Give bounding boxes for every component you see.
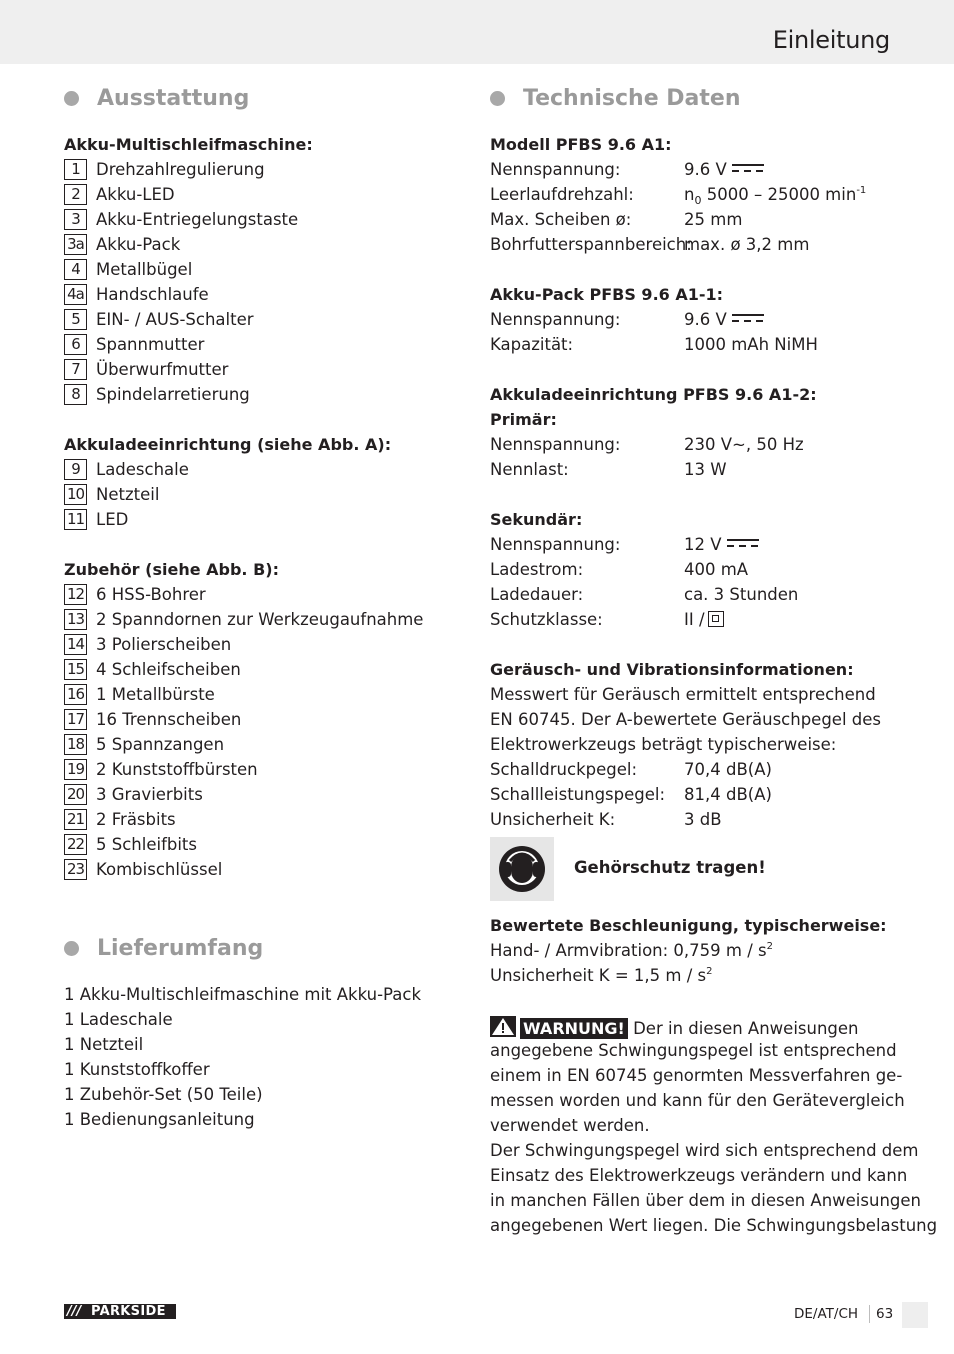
list-item: [64, 382, 464, 407]
item-number: 18: [64, 734, 87, 755]
model-label: Modell PFBS 9.6 A1:: [490, 135, 672, 154]
list-item: 1 Kunststoffkoffer: [64, 1060, 210, 1079]
item-label: Akku-Entriegelungstaste: [96, 210, 299, 229]
list-item: [64, 607, 464, 632]
item-number: 2: [64, 184, 87, 205]
list-item: [64, 682, 464, 707]
footer-marker: [902, 1302, 928, 1328]
left-column: [64, 82, 464, 1132]
footer-divider: [869, 1305, 870, 1323]
bullet-icon: [64, 941, 79, 956]
item-list: [64, 457, 464, 532]
item-number: 11: [64, 509, 87, 530]
ear-protection-notice: Gehörschutz tragen!: [490, 837, 895, 901]
item-label: Spannmutter: [96, 335, 205, 354]
paragraph-line: angegebenen Wert liegen. Die Schwingungsbelastung: [490, 1216, 938, 1235]
item-label: Akku-Pack: [96, 235, 181, 254]
section-heading-technische-daten: Technische Daten: [490, 82, 895, 116]
item-number: 3a: [64, 234, 87, 255]
list-item: [64, 857, 464, 882]
item-label: Drehzahlregulierung: [96, 160, 265, 179]
paragraph-line: Unsicherheit K = 1,5 m / $s^2$: [490, 966, 713, 985]
list-item: [64, 807, 464, 832]
paragraph-line: einem in EN 60745 genormten Messverfahren ge-: [490, 1066, 903, 1085]
dc-symbol-icon: [727, 539, 759, 548]
item-number: 5: [64, 309, 87, 330]
list-item: 1 Bedienungsanleitung: [64, 1110, 255, 1129]
section-heading-lieferumfang: Lieferumfang: [64, 932, 464, 966]
item-label: Metallbügel: [96, 260, 193, 279]
delivery-list: [64, 982, 464, 1132]
item-number: 20: [64, 784, 87, 805]
list-item: [64, 157, 464, 182]
spec-row: Unsicherheit K: 3 dB: [490, 810, 722, 829]
item-number: 22: [64, 834, 87, 855]
spec-row: Schalldruckpegel: 70,4 dB(A): [490, 760, 772, 779]
warning-triangle-icon: [490, 1016, 516, 1037]
list-item: 1 Netzteil: [64, 1035, 144, 1054]
paragraph-line: messen worden und kann für den Gerätevergleich: [490, 1091, 905, 1110]
item-number: 21: [64, 809, 87, 830]
list-item: 1 Akku-Multischleifmaschine mit Akku-Pack: [64, 985, 421, 1004]
item-number: 17: [64, 709, 87, 730]
item-label: 5 Spannzangen: [96, 735, 225, 754]
warning-text: [490, 1038, 938, 1238]
item-label: Überwurfmutter: [96, 360, 229, 379]
bullet-icon: [490, 91, 505, 106]
protection-class-ii-icon: [708, 611, 724, 627]
item-number: 4: [64, 259, 87, 280]
item-label: 1 Metallbürste: [96, 685, 215, 704]
spec-row: Nennspannung: 9.6 V: [490, 307, 895, 332]
list-item: [64, 257, 464, 282]
item-label: 2 Spanndornen zur Werkzeugaufnahme: [96, 610, 424, 629]
item-list: [64, 157, 464, 407]
paragraph-line: EN 60745. Der A-bewertete Geräuschpegel des: [490, 710, 882, 729]
spec-row: Kapazität: 1000 mAh NiMH: [490, 335, 818, 354]
spec-row: Bohrfutterspannbereich: max. ø 3,2 mm: [490, 235, 810, 254]
list-item: [64, 507, 464, 532]
akku-label: Akku-Pack PFBS 9.6 A1-1:: [490, 285, 724, 304]
spec-row: Nennspannung: 9.6 V: [490, 157, 895, 182]
list-item: 1 Zubehör-Set (50 Teile): [64, 1085, 263, 1104]
spec-row: Leerlaufdrehzahl: $n_0$ 5000 – 25000 $\min^{-1}$: [490, 185, 867, 207]
item-label: Ladeschale: [96, 460, 189, 479]
section-heading-ausstattung: Ausstattung: [64, 82, 464, 116]
spec-row: Nennlast: 13 W: [490, 460, 727, 479]
item-label: EIN- / AUS-Schalter: [96, 310, 254, 329]
item-number: 19: [64, 759, 87, 780]
item-label: 6 HSS-Bohrer: [96, 585, 206, 604]
item-list: [64, 582, 464, 882]
item-number: 23: [64, 859, 87, 880]
bullet-icon: [64, 91, 79, 106]
paragraph-line: Messwert für Geräusch ermittelt entsprechend: [490, 685, 876, 704]
item-number: 16: [64, 684, 87, 705]
list-item: 1 Ladeschale: [64, 1010, 173, 1029]
list-item: [64, 282, 464, 307]
spec-row: Schallleistungspegel: 81,4 dB(A): [490, 785, 772, 804]
item-number: 15: [64, 659, 87, 680]
charger-label: Akkuladeeinrichtung PFBS 9.6 A1-2:: [490, 385, 817, 404]
page-title: Einleitung: [772, 26, 890, 54]
noise-label: Geräusch- und Vibrationsinformationen:: [490, 660, 854, 679]
dc-symbol-icon: [732, 164, 764, 173]
item-number: 9: [64, 459, 87, 480]
item-number: 3: [64, 209, 87, 230]
warning-badge: WARNUNG!: [520, 1018, 628, 1039]
parkside-logo: /// PARKSIDE: [64, 1304, 176, 1319]
item-label: 2 Kunststoffbürsten: [96, 760, 258, 779]
list-item: [64, 232, 464, 257]
secondary-label: Sekundär:: [490, 510, 583, 529]
item-number: 4a: [64, 284, 87, 305]
item-label: Netzteil: [96, 485, 160, 504]
item-number: 14: [64, 634, 87, 655]
item-label: 3 Gravierbits: [96, 785, 203, 804]
paragraph-line: Der Schwingungspegel wird sich entsprechend dem: [490, 1141, 919, 1160]
list-item: [64, 182, 464, 207]
group-label: Akku-Multischleifmaschine:: [64, 135, 313, 154]
paragraph-line: angegebene Schwingungspegel ist entsprechend: [490, 1041, 897, 1060]
list-item: [64, 707, 464, 732]
list-item: [64, 832, 464, 857]
list-item: [64, 357, 464, 382]
item-label: Spindelarretierung: [96, 385, 250, 404]
item-number: 7: [64, 359, 87, 380]
spec-row: Nennspannung: 230 V∼, 50 Hz: [490, 435, 804, 454]
list-item: [64, 332, 464, 357]
item-label: 4 Schleifscheiben: [96, 660, 241, 679]
item-number: 10: [64, 484, 87, 505]
list-item: [64, 732, 464, 757]
ear-protection-icon: [490, 837, 554, 901]
item-number: 12: [64, 584, 87, 605]
vibration-label: Bewertete Beschleunigung, typischerweise:: [490, 916, 887, 935]
list-item: [64, 632, 464, 657]
list-item: [64, 757, 464, 782]
item-label: Kombischlüssel: [96, 860, 223, 879]
list-item: [64, 207, 464, 232]
list-item: [64, 782, 464, 807]
item-label: 5 Schleifbits: [96, 835, 197, 854]
language-codes: DE/AT/CH: [794, 1306, 859, 1322]
item-number: 8: [64, 384, 87, 405]
spec-row: Ladedauer: ca. 3 Stunden: [490, 585, 799, 604]
paragraph-line: Einsatz des Elektrowerkzeugs verändern und kann: [490, 1166, 908, 1185]
item-label: LED: [96, 510, 129, 529]
list-item: [64, 457, 464, 482]
page-number: 63: [876, 1306, 894, 1322]
list-item: [64, 657, 464, 682]
item-number: 1: [64, 159, 87, 180]
item-number: 13: [64, 609, 87, 630]
paragraph-line: verwendet werden.: [490, 1116, 650, 1135]
item-label: 16 Trennscheiben: [96, 710, 242, 729]
spec-row: Nennspannung: 12 V: [490, 532, 895, 557]
paragraph-line: Hand- / Armvibration: 0,759 m / $s^2$: [490, 941, 774, 960]
item-label: Handschlaufe: [96, 285, 209, 304]
warning-first-line: WARNUNG! Der in diesen Anweisungen: [490, 1013, 895, 1038]
list-item: [64, 482, 464, 507]
group-label: Akkuladeeinrichtung (siehe Abb. A):: [64, 435, 392, 454]
spec-row: Schutzklasse: II /: [490, 607, 895, 632]
right-column: [490, 82, 938, 1238]
paragraph-line: Elektrowerkzeugs beträgt typischerweise:: [490, 735, 837, 754]
list-item: [64, 582, 464, 607]
group-label: Zubehör (siehe Abb. B):: [64, 560, 279, 579]
list-item: [64, 307, 464, 332]
item-label: Akku-LED: [96, 185, 175, 204]
paragraph-line: in manchen Fällen über dem in diesen Anweisungen: [490, 1191, 921, 1210]
primary-label: Primär:: [490, 410, 557, 429]
spec-row: Max. Scheiben ø: 25 mm: [490, 210, 743, 229]
item-label: 2 Fräsbits: [96, 810, 176, 829]
spec-row: Ladestrom: 400 mA: [490, 560, 749, 579]
item-label: 3 Polierscheiben: [96, 635, 232, 654]
item-number: 6: [64, 334, 87, 355]
dc-symbol-icon: [732, 314, 764, 323]
